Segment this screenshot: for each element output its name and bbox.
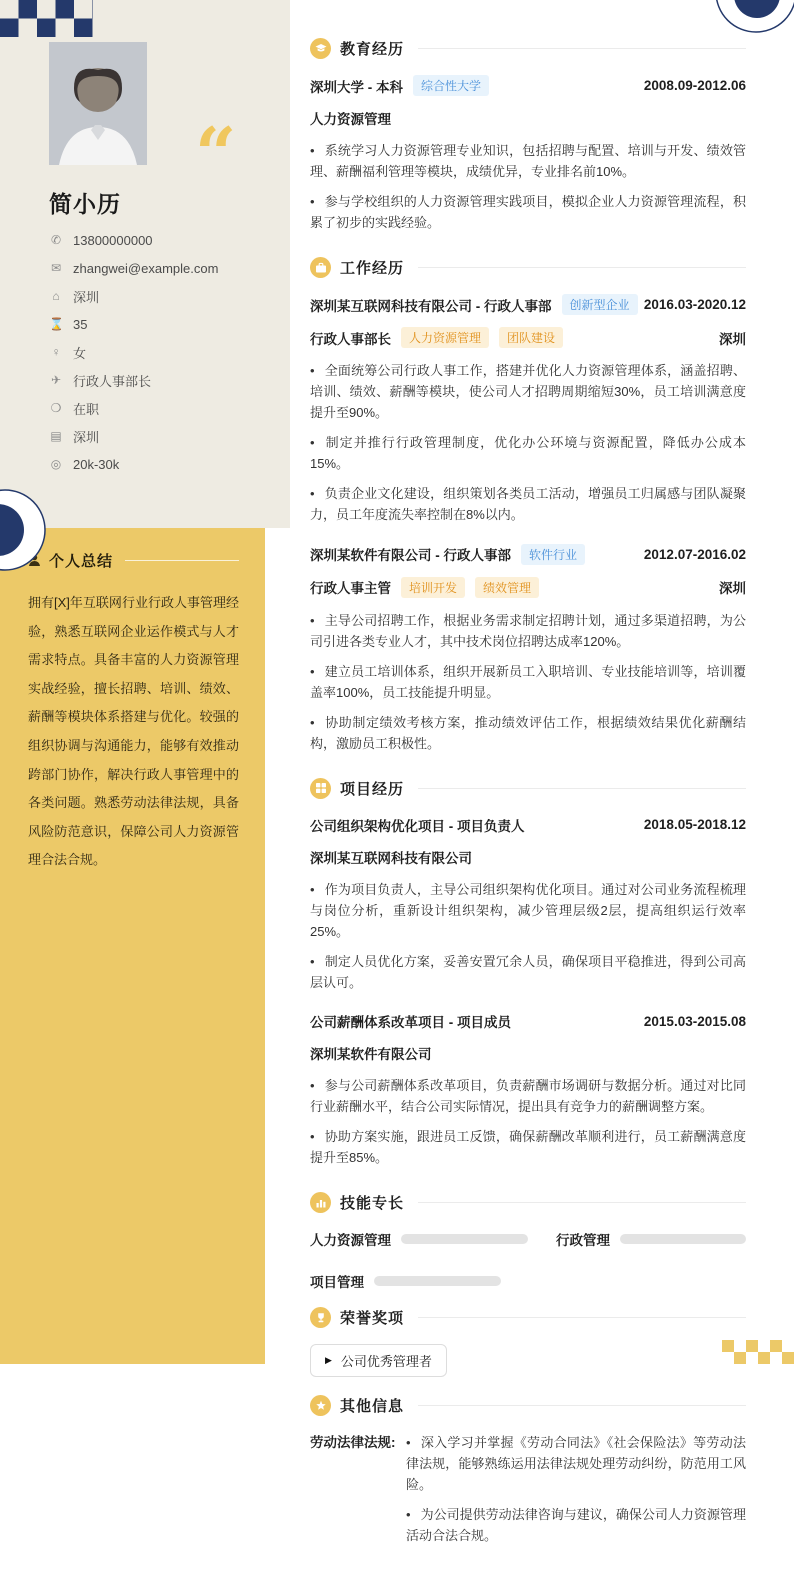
company-name: 深圳某互联网科技有限公司 - 行政人事部 (310, 298, 552, 314)
company-tag: 创新型企业 (562, 294, 638, 315)
section-rule (418, 1202, 746, 1203)
project-name: 公司组织架构优化项目 - 项目负责人 (310, 818, 525, 834)
work-bullet: • 建立员工培训体系，组织开展新员工入职培训、专业技能培训等，培训覆盖率100%，员工技能提升明显。 (310, 661, 746, 703)
trophy-icon (310, 1307, 331, 1328)
role-name: 行政人事主管 (310, 581, 391, 597)
section-rule (418, 48, 746, 49)
contact-value: 20k-30k (73, 456, 120, 472)
role-tag: 培训开发 (401, 577, 465, 598)
work-date: 2016.03-2020.12 (643, 297, 746, 313)
work-title: 工作经历 (340, 260, 405, 278)
status-icon: ❍ (50, 401, 62, 415)
skill-bar (620, 1234, 746, 1244)
contact-email (49, 254, 269, 282)
project-bullet: • 参与公司薪酬体系改革项目，负责薪酬市场调研与数据分析。通过对比同行业薪酬水平，结合公司实际情况，提出具有竞争力的薪酬调整方案。 (310, 1075, 746, 1117)
work-date: 2012.07-2016.02 (643, 546, 746, 562)
contact-list (49, 226, 269, 478)
skills-title: 技能专长 (340, 1195, 405, 1213)
checkerboard-bottom-right (722, 1340, 794, 1364)
contact-age (49, 310, 269, 338)
skill-bar (401, 1234, 528, 1244)
project-company: 深圳某互联网科技有限公司 (310, 850, 472, 866)
work-location: 深圳 (719, 581, 746, 597)
major-name: 人力资源管理 (310, 112, 391, 127)
project-date: 2015.03-2015.08 (643, 1013, 746, 1029)
education-title: 教育经历 (340, 41, 405, 58)
project-date: 2018.05-2018.12 (643, 817, 746, 833)
contact-phone (49, 226, 269, 254)
company-name: 深圳某软件有限公司 - 行政人事部 (310, 548, 511, 564)
contact-work-city (49, 422, 269, 450)
contact-value: 深圳 (73, 289, 100, 305)
profile-photo (49, 42, 147, 165)
section-skills (310, 1192, 746, 1297)
person-name: 简小历 (49, 191, 121, 217)
section-projects (310, 778, 746, 1168)
project-name: 公司薪酬体系改革项目 - 项目成员 (310, 1015, 511, 1031)
other-label: 劳动法律法规: (310, 1435, 396, 1451)
work-bullet: • 负责企业文化建设，组织策划各类员工活动，增强员工归属感与团队凝聚力，员工年度流失率控制在8%以内。 (310, 483, 746, 525)
contact-salary (49, 450, 269, 478)
education-bullet: • 参与学校组织的人力资源管理实践项目，模拟企业人力资源管理流程，积累了初步的实践经验。 (310, 191, 746, 233)
project-company: 深圳某软件有限公司 (310, 1047, 432, 1063)
work-bullet: • 协助制定绩效考核方案，推动绩效评估工作，根据绩效结果优化薪酬结构，激励员工积极性。 (310, 712, 746, 754)
work-bullet: • 制定并推行行政管理制度，优化办公环境与资源配置，降低办公成本15%。 (310, 432, 746, 474)
company-tag: 软件行业 (521, 544, 585, 565)
section-rule (418, 1317, 746, 1318)
section-other (310, 1395, 746, 1555)
project-bullet: • 制定人员优化方案，妥善安置冗余人员，确保项目平稳推进，得到公司高层认可。 (310, 951, 746, 993)
contact-value: 深圳 (73, 429, 100, 445)
section-work (310, 257, 746, 754)
contact-value: zhangwei@example.com (73, 260, 219, 276)
projects-title: 项目经历 (340, 780, 405, 798)
education-icon (310, 38, 331, 59)
school-name: 深圳大学 - 本科 (310, 79, 403, 95)
play-triangle-icon: ▶ (325, 1355, 332, 1366)
work-entry (310, 294, 746, 525)
skill-item (528, 1229, 746, 1249)
education-bullet: • 系统学习人力资源管理专业知识，包括招聘与配置、培训与开发、绩效管理、薪酬福利管理等模块，成绩优异，专业排名前10%。 (310, 140, 746, 182)
other-bullet: • 为公司提供劳动法律咨询与建议，确保公司人力资源管理活动合法合规。 (406, 1504, 746, 1546)
summary-panel (0, 528, 265, 1364)
role-tag: 团队建设 (499, 327, 563, 348)
skill-item (310, 1271, 528, 1291)
resume-main-column (310, 0, 746, 1579)
home-icon: ⌂ (52, 289, 60, 303)
other-title: 其他信息 (340, 1398, 405, 1416)
skill-label: 项目管理 (310, 1275, 364, 1291)
project-bullet: • 协助方案实施，跟进员工反馈，确保薪酬改革顺利进行，员工薪酬满意度提升至85%。 (310, 1126, 746, 1168)
bar-chart-icon (310, 1192, 331, 1213)
school-tag: 综合性大学 (413, 75, 489, 96)
contact-job-status (49, 394, 269, 422)
photo-placeholder-silhouette (49, 42, 147, 165)
work-location: 深圳 (719, 331, 746, 347)
section-rule (418, 1405, 746, 1406)
contact-target-position (49, 366, 269, 394)
honor-item-button[interactable] (310, 1344, 447, 1377)
contact-value: 行政人事部长 (73, 373, 152, 389)
checkerboard-top-left (0, 0, 93, 37)
skill-label: 人力资源管理 (310, 1233, 391, 1249)
project-entry (310, 815, 746, 993)
city-icon: ▤ (50, 429, 62, 443)
age-icon: ⌛ (49, 317, 64, 331)
briefcase-icon (310, 257, 331, 278)
position-icon: ✈ (50, 373, 62, 387)
email-icon: ✉ (50, 261, 62, 275)
section-rule (418, 267, 746, 268)
person-icon (28, 554, 41, 567)
project-bullet: • 作为项目负责人，主导公司组织架构优化项目。通过对公司业务流程梳理与岗位分析，重新设计组织架构，减少管理层级2层，提高组织运行效率25%。 (310, 879, 746, 942)
work-bullet: • 全面统筹公司行政人事工作，搭建并优化人力资源管理体系，涵盖招聘、培训、绩效、薪酬等模块，使公司人才招聘周期缩短30%，员工培训满意度提升至90%。 (310, 360, 746, 423)
work-bullet: • 主导公司招聘工作，根据业务需求制定招聘计划，通过多渠道招聘，为公司引进各类专业人才，其中技术岗位招聘达成率120%。 (310, 610, 746, 652)
quote-icon: “ (195, 111, 237, 196)
contact-value: 女 (73, 345, 87, 361)
role-tag: 人力资源管理 (401, 327, 489, 348)
role-name: 行政人事部长 (310, 331, 391, 347)
project-entry (310, 1011, 746, 1168)
role-tag: 绩效管理 (475, 577, 539, 598)
honor-label: 公司优秀管理者 (340, 1354, 432, 1370)
work-entry (310, 544, 746, 754)
contact-value: 13800000000 (73, 232, 153, 248)
honors-title: 荣誉奖项 (340, 1310, 405, 1328)
skill-label: 行政管理 (556, 1233, 610, 1249)
section-honors (310, 1307, 746, 1377)
contact-value: 35 (73, 316, 88, 332)
skill-bar (374, 1276, 501, 1286)
summary-text: 拥有[X]年互联网行业行政人事管理经验，熟悉互联网企业运作模式与人才需求特点。具备丰富的人力资源管理实战经验，擅长招聘、培训、绩效、薪酬等模块体系搭建与优化。较强的组织协调与沟通能力，能够有效推动跨部门协作，解决行政人事管理中的各类问题。熟悉劳动法律法规，具备风险防范意识，保障公司人力资源管理合法合规。 (28, 595, 239, 868)
summary-rule (125, 560, 239, 561)
contact-value: 在职 (73, 401, 100, 417)
gender-icon: ♀ (51, 345, 61, 359)
project-icon (310, 778, 331, 799)
section-education (310, 38, 746, 233)
phone-icon: ✆ (50, 233, 62, 247)
contact-gender (49, 338, 269, 366)
section-rule (418, 788, 746, 789)
contact-home-city (49, 282, 269, 310)
education-date: 2008.09-2012.06 (643, 78, 746, 93)
skill-item (310, 1229, 528, 1249)
salary-icon: ◎ (50, 457, 62, 471)
summary-title: 个人总结 (49, 553, 114, 570)
other-bullet: • 深入学习并掌握《劳动合同法》《社会保险法》等劳动法律法规，能够熟练运用法律法规处理劳动纠纷，防范用工风险。 (406, 1432, 746, 1495)
info-icon (310, 1395, 331, 1416)
